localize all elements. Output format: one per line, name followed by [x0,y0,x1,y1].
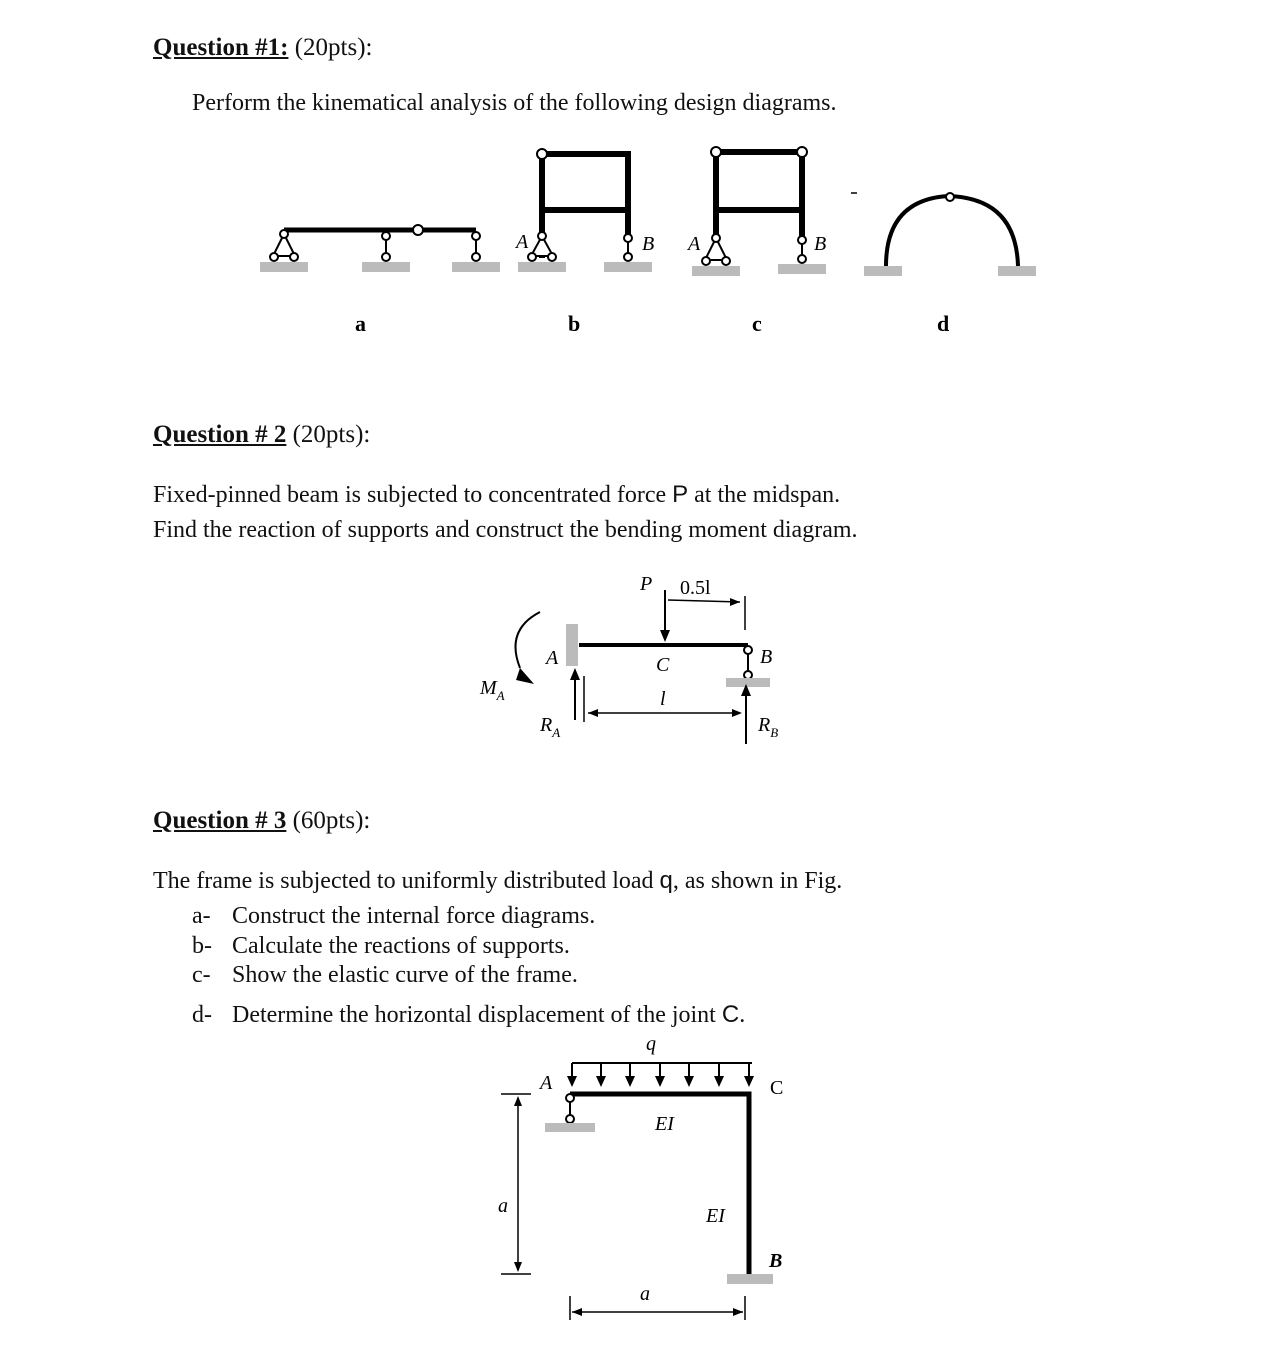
q1-c-label-A: A [688,233,701,255]
q2-label-MA: $M_A$ [480,677,505,703]
q2-line1-symbol: P [672,481,689,508]
q2-label-RA: $R_A$ [540,714,561,740]
q3-label-q: q [646,1033,656,1055]
q1-b-label-B: B [642,233,655,255]
q1-c-label-B: B [814,233,827,255]
q3-item-d: d- Determine the horizontal displacement of the joint C. [192,1001,746,1028]
q2-label-RB: $R_B$ [758,714,779,740]
q3-intro [153,867,842,895]
q1-diagram-c [692,147,826,276]
q1-text: Perform the kinematical analysis of the following design diagrams. [192,90,837,116]
q2-line2: Find the reaction of supports and construct the bending moment diagram. [153,517,858,543]
q2-heading [153,421,370,449]
q3-intro-symbol: q [659,867,673,894]
q3-label-EI-col: EI [706,1205,725,1227]
q3-label-B: B [769,1250,783,1272]
q1-label-d: d [937,311,950,336]
q2-title: Question # 2 [153,421,287,448]
q1-diagram-d [851,193,1036,276]
q1-diagram-b [518,149,655,272]
q3-intro-pre: The frame is subjected to uniformly distributed load [153,868,660,894]
q3-intro-post: , as shown in Fig. [672,868,843,894]
q1-figure [0,0,1284,360]
q1-points: (20pts): [288,34,373,61]
q2-points: (20pts): [286,421,371,448]
q2-label-B: B [760,646,773,668]
q3-title: Question # 3 [153,807,287,834]
q3-label-A: A [540,1072,553,1094]
q3-figure [0,1030,1284,1340]
q1-label-b: b [568,311,581,336]
q1-diagram-a [260,225,500,272]
q3-label-C: C [770,1077,784,1099]
q2-label-P: P [640,573,653,595]
q2-label-span: l [660,688,666,710]
q3-heading [153,807,370,835]
q3-points: (60pts): [286,807,371,834]
q2-line1-post: at the midspan. [688,482,841,508]
q3-item-a: a- Construct the internal force diagrams. [192,903,596,929]
q2-label-C: C [656,654,670,676]
q3-item-c: c- Show the elastic curve of the frame. [192,962,578,988]
q2-line1-pre: Fixed-pinned beam is subjected to concentrated force [153,482,673,508]
q3-label-height: a [498,1195,508,1217]
q3-label-width: a [640,1283,650,1305]
q1-b-label-A: A [516,231,529,253]
q3-label-EI-beam: EI [655,1113,674,1135]
q1-label-c: c [752,311,762,336]
q2-line1 [153,481,840,509]
q3-item-b: b- Calculate the reactions of supports. [192,933,570,959]
q1-label-a: a [355,311,366,336]
q2-figure [0,560,1284,760]
q2-label-offset: 0.5l [680,577,711,599]
q1-title: Question #1: [153,34,289,61]
q2-label-A: A [546,647,559,669]
